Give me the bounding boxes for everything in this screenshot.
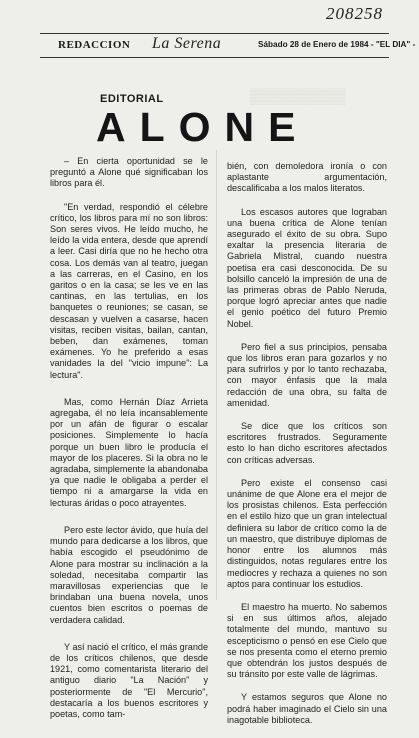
paragraph: Y estamos seguros que Alone no podrá haber imaginado el Cielo sin una inagotable biblioteca. bbox=[227, 692, 387, 725]
paragraph: Pero fiel a sus principios, pensaba que los libros eran para gozarlos y no para sufrirlos y por lo tanto rechazaba, con mayor énfasis que la mala redacción de una obra, su falta de amenidad. bbox=[227, 341, 387, 408]
header-rule-top bbox=[40, 33, 389, 34]
handwritten-archive-number: 208258 bbox=[326, 4, 383, 23]
column-gutter bbox=[216, 150, 217, 600]
bleed-through-texture: ▒▒▒▒▒▒▒▒▒ bbox=[250, 88, 346, 105]
paragraph: El maestro ha muerto. No sabemos si en sus últimos años, alejado totalmente del mundo, mantuvo su escepticismo o pensó en ese Cielo que se nos presenta como el eterno premio que obtendrán los justos después de su tránsito por este valle de lágrimas. bbox=[227, 601, 387, 680]
paragraph: Pero existe el consenso casi unánime de que Alone era el mejor de los prosistas chilenos. Esta perfección en el estilo hizo que un gran intelectual definiera su labor de crítico como la de un maestro, que distribuye diplomas de honor entre los alumnos más distinguidos, notas regulares entre los mediocres y rechaza a quienes no son aptos para continuar los estudios. bbox=[227, 477, 387, 589]
paragraph: Los escasos autores que lograban una buena crítica de Alone tenían asegurado el éxito de su obra. Supo exaltar la presencia literaria de Gabriela Mistral, cuando nuestra poetisa era casi desconocida. De su bolsillo canceló la impresión de una de las primeras obras de Pablo Neruda, porque logró apreciar antes que nadie el genio poético del futuro Premio Nobel. bbox=[227, 206, 387, 329]
paragraph: Mas, como Hernán Díaz Arrieta agregaba, él no leía incansablemente por un afán de figurar o escalar posiciones. Simplemente lo hacía porque un buen libro le producía el mayor de los placeres. Si la obra no le agradaba, simplemente la abandonaba ya que nadie le obligaba a perder el tiempo ni a amargarse la vida en lecturas áridas o poco atrayentes. bbox=[50, 396, 208, 508]
editorial-label: EDITORIAL bbox=[100, 93, 164, 105]
right-column bbox=[227, 161, 387, 738]
paragraph: – En cierta oportunidad se le preguntó a Alone qué significaban los libros para él. bbox=[50, 156, 208, 189]
paragraph: "En verdad, respondió el célebre crítico, los libros para mí no son libros: Son seres vivos. He leído mucho, he leído la vida entera, desde que aprendí a leer. Casi diría que no he hecho otra cosa. Los demás van al teatro, juegan a las carreras, en el Casino, en los garitos o en la casa; se les ve en las cantinas, en las tertulias, en los banquetes o reuniones; se casan, se descasan y vuelven a casarse, hacen visitas, reciben visitas, bailan, cantan, beben, dan exámenes, toman exámenes. Yo he preferido a esas vanidades la del "vicio impune": La lectura". bbox=[50, 201, 208, 380]
handwritten-newspaper-name: La Serena bbox=[152, 35, 222, 52]
paragraph: Y así nació el crítico, el más grande de los críticos chilenos, que desde 1921, como comentarista literario del antiguo diario "La Nación" y posteriormente de "El Mercurio", destacaría a los buenos escritores y poetas, como tam- bbox=[50, 641, 208, 719]
left-column bbox=[50, 156, 208, 732]
paragraph: bién, con demoledora ironía o con aplastante argumentación, descalificaba a los malos literatos. bbox=[227, 161, 387, 194]
header-rule-bottom bbox=[40, 57, 389, 58]
section-title: REDACCION bbox=[58, 39, 131, 51]
date-line: Sábado 28 de Enero de 1984 - "EL DIA" - bbox=[258, 40, 416, 49]
paragraph: Pero este lector ávido, que huía del mundo para dedicarse a los libros, que había escogido el pseudónimo de Alone para mostrar su inclinación a la soledad, necesitaba compartir las maravillosas experiencias que le brindaban una buena novela, unos cuentos bien escritos o poemas de verdadera calidad. bbox=[50, 524, 208, 625]
article-headline: ALONE bbox=[96, 104, 310, 150]
paragraph: Se dice que los críticos son escritores frustrados. Seguramente esto lo han dicho escritores afectados con críticas adversas. bbox=[227, 421, 387, 465]
